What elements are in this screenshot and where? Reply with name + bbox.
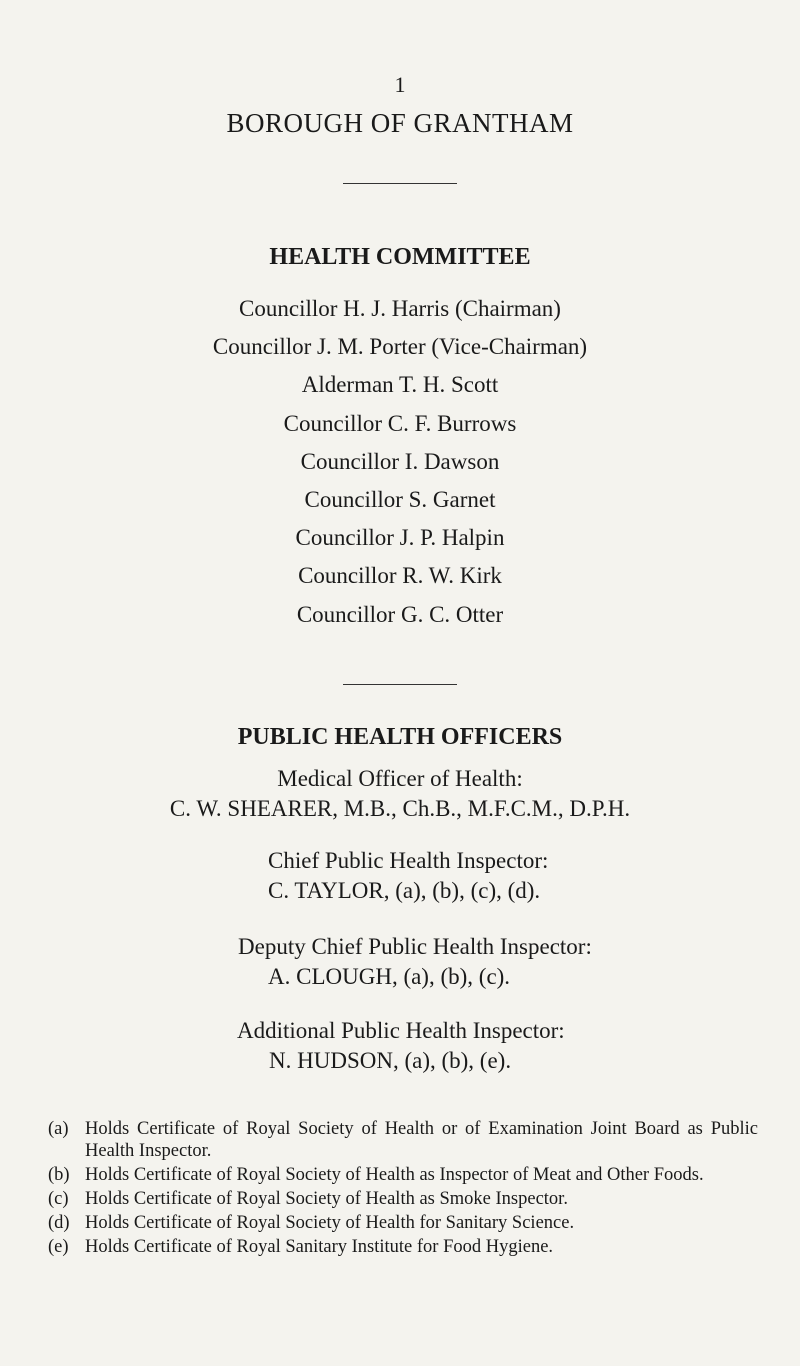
officer-role: Chief Public Health Inspector: [268, 848, 549, 873]
officer-name: C. TAYLOR, (a), (b), (c), (d). [268, 878, 541, 903]
note-text: Holds Certificate of Royal Society of Health as Smoke Inspector. [85, 1189, 568, 1209]
committee-member: Councillor H. J. Harris (Chairman) [239, 296, 561, 321]
committee-member: Councillor G. C. Otter [296, 601, 504, 627]
committee-member-list [0, 290, 800, 634]
officer-role: Medical Officer of Health: [277, 766, 523, 791]
officer-role: Deputy Chief Public Health Inspector: [238, 934, 592, 959]
note-label: (e) [48, 1237, 69, 1257]
note-item [48, 1188, 758, 1210]
divider [343, 684, 457, 685]
note-label: (c) [48, 1189, 69, 1209]
divider [343, 183, 457, 184]
note-item [48, 1212, 758, 1234]
officer-name: N. HUDSON, (a), (b), (e). [269, 1048, 512, 1073]
committee-member: Councillor I. Dawson [300, 448, 500, 474]
officer-name: C. W. SHEARER, M.B., Ch.B., M.F.C.M., D.P.H. [169, 796, 631, 821]
note-text: Holds Certificate of Royal Society of Health for Sanitary Science. [85, 1213, 575, 1233]
committee-member: Councillor S. Garnet [304, 487, 496, 513]
public-health-officers-heading: PUBLIC HEALTH OFFICERS [237, 724, 563, 750]
qualification-notes [48, 1118, 758, 1260]
note-text: Holds Certificate of Royal Society of Health or of Examination Joint Board as Public Health Inspector. [85, 1119, 758, 1161]
note-label: (b) [48, 1165, 70, 1185]
officer-role: Additional Public Health Inspector: [237, 1018, 565, 1043]
committee-member: Councillor C. F. Burrows [283, 410, 517, 436]
committee-member: Councillor R. W. Kirk [298, 563, 502, 589]
note-text: Holds Certificate of Royal Society of Health as Inspector of Meat and Other Foods. [85, 1165, 704, 1185]
page-title: BOROUGH OF GRANTHAM [226, 108, 574, 138]
committee-member: Alderman T. H. Scott [301, 372, 499, 398]
note-text: Holds Certificate of Royal Sanitary Institute for Food Hygiene. [85, 1237, 554, 1257]
committee-member: Councillor J. M. Porter (Vice-Chairman) [212, 334, 588, 360]
health-committee-heading: HEALTH COMMITTEE [269, 244, 531, 270]
note-item [48, 1236, 758, 1258]
note-label: (a) [48, 1119, 69, 1139]
note-label: (d) [48, 1213, 70, 1233]
note-item [48, 1118, 758, 1162]
officer-name: A. CLOUGH, (a), (b), (c). [268, 964, 511, 989]
committee-member: Councillor J. P. Halpin [295, 525, 505, 551]
note-item [48, 1164, 758, 1186]
page-number: 1 [394, 72, 406, 97]
